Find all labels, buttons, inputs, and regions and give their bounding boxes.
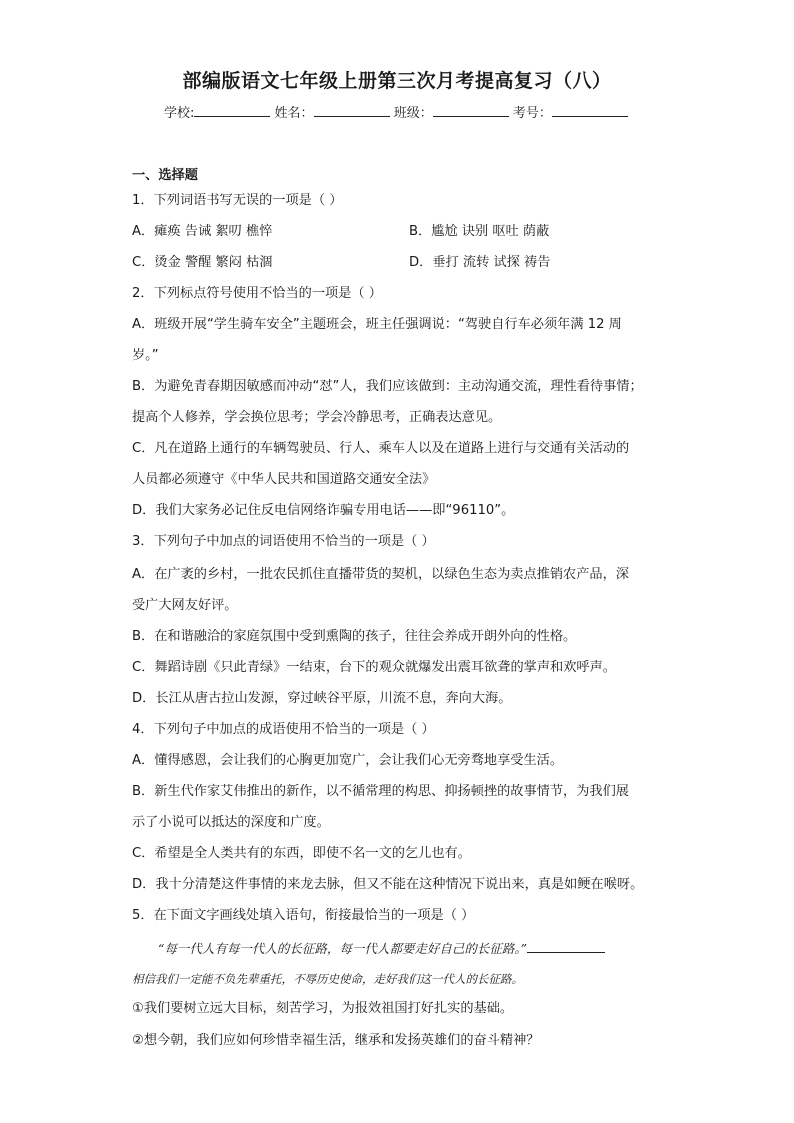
class-blank <box>433 103 509 117</box>
question-1-option-d: D．垂打 流转 试探 祷告 <box>409 255 551 270</box>
question-2-stem: 2．下列标点符号使用不恰当的一项是（ ） <box>132 286 382 301</box>
question-5-item-2: ②想今朝，我们应如何珍惜幸福生活，继承和发扬英雄们的奋斗精神？ <box>132 1033 540 1048</box>
question-4-option-d: D．我十分清楚这件事情的来龙去脉，但又不能在这种情况下说出来，真是如鲠在喉呀。 <box>132 877 644 892</box>
question-2-option-d: D．我们大家务必记住反电信网络诈骗专用电话——即“96110”。 <box>132 503 515 518</box>
question-4-option-b-line2: 示了小说可以抵达的深度和广度。 <box>132 815 330 830</box>
name-label: 姓名： <box>274 106 314 121</box>
question-5-quote-continuation: 相信我们一定能不负先辈重托，不辱历史使命，走好我们这一代人的长征路。 <box>132 972 523 986</box>
question-5-quote-line <box>158 940 605 959</box>
question-3-option-a-line1: A．在广袤的乡村，一批农民抓住直播带货的契机，以绿色生态为卖点推销农产品，深 <box>132 567 629 582</box>
page-title: 部编版语文七年级上册第三次月考提高复习（八） <box>182 70 612 92</box>
question-1-option-a: A．瘫痪 告诫 絮叨 樵悴 <box>132 224 273 239</box>
question-3-stem: 3．下列句子中加点的词语使用不恰当的一项是（ ） <box>132 534 435 549</box>
question-2-option-b-line2: 提高个人修养，学会换位思考；学会冷静思考，正确表达意见。 <box>132 410 502 425</box>
question-1-stem: 1．下列词语书写无误的一项是（ ） <box>132 193 343 208</box>
question-2-option-a-line1: A．班级开展“学生骑车安全”主题班会，班主任强调说：“驾驶自行车必须年满 12 周 <box>132 317 622 332</box>
name-blank <box>314 103 390 117</box>
question-4-option-c: C．希望是全人类共有的东西，即使不名一文的乞儿也有。 <box>132 846 471 861</box>
question-1-option-b: B．尴尬 诀别 呕吐 荫蔽 <box>409 224 550 239</box>
question-5-item-1: ①我们要树立远大目标，刻苦学习，为报效祖国打好扎实的基础。 <box>132 1001 514 1016</box>
question-5-stem: 5．在下面文字画线处填入语句，衔接最恰当的一项是（ ） <box>132 908 475 923</box>
question-3-option-c: C．舞蹈诗剧《只此青绿》一结束，台下的观众就爆发出震耳欲聋的掌声和欢呼声。 <box>132 660 616 675</box>
section-heading: 一、选择题 <box>132 168 198 183</box>
question-2-option-c-line1: C．凡在道路上通行的车辆驾驶员、行人、乘车人以及在道路上进行与交通有关活动的 <box>132 441 630 456</box>
question-2-option-a-line2: 岁。” <box>132 348 159 363</box>
answer-blank <box>527 940 605 953</box>
question-4-stem: 4．下列句子中加点的成语使用不恰当的一项是（ ） <box>132 722 435 737</box>
exam-number-label: 考号： <box>512 106 552 121</box>
question-2-option-c-line2: 人员都必须遵守《中华人民共和国道路交通安全法》 <box>132 472 436 487</box>
school-label: 学校: <box>164 106 195 121</box>
question-3-option-b: B．在和谐融洽的家庭氛围中受到熏陶的孩子，往往会养成开朗外向的性格。 <box>132 629 577 644</box>
question-4-option-b-line1: B．新生代作家艾伟推出的新作，以不循常理的构思、抑扬顿挫的故事情节，为我们展 <box>132 784 629 799</box>
question-2-option-b-line1: B．为避免青春期因敏感而冲动“怼”人，我们应该做到：主动沟通交流，理性看待事情； <box>132 379 643 394</box>
question-1-option-c: C．烫金 警醒 繁闷 枯涸 <box>132 255 273 270</box>
question-4-option-a: A．懂得感恩，会让我们的心胸更加宽广，会让我们心无旁骛地享受生活。 <box>132 753 564 768</box>
student-info-row <box>164 102 628 121</box>
question-5-quote: “每一代人有每一代人的长征路，每一代人都要走好自己的长征路。” <box>158 941 528 956</box>
class-label: 班级： <box>393 106 433 121</box>
question-3-option-a-line2: 受广大网友好评。 <box>132 598 238 613</box>
exam-number-blank <box>552 103 628 117</box>
question-3-option-d: D．长江从唐古拉山发源，穿过峡谷平原，川流不息，奔向大海。 <box>132 691 512 706</box>
school-blank <box>194 103 270 117</box>
